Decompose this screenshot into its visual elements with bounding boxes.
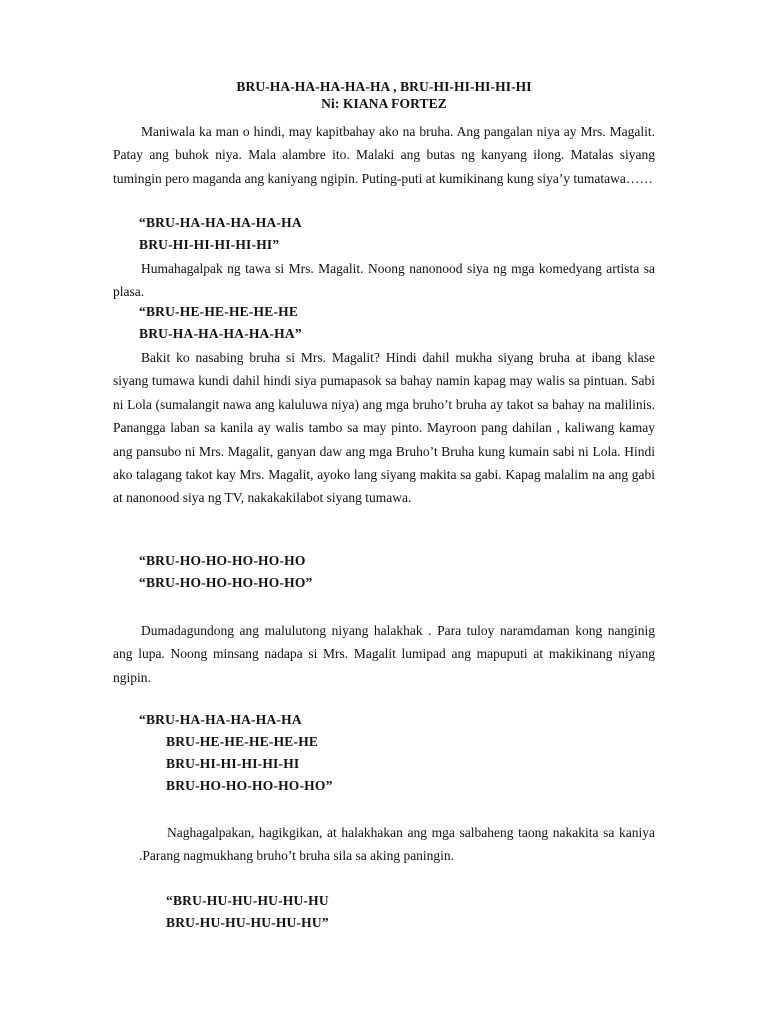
paragraph-2: Humahagalpak ng tawa si Mrs. Magalit. Noong nanonood siya ng mga komedyang artista sa plasa. [113, 261, 655, 300]
laugh-line: “BRU-HA-HA-HA-HA-HA [139, 712, 302, 727]
laugh-line: BRU-HI-HI-HI-HI-HI” [139, 237, 280, 252]
laugh-block-2 [139, 301, 302, 345]
laugh-block-3 [139, 550, 313, 594]
laugh-line: “BRU-HO-HO-HO-HO-HO” [139, 575, 313, 590]
paragraph-5: Naghagalpakan, hagikgikan, at halakhakan ang mga salbaheng taong nakakita sa kaniya .Parang nagmukhang bruho’t bruha sila sa aking paningin. [139, 825, 655, 864]
laugh-block-5 [166, 890, 329, 934]
laugh-line: “BRU-HA-HA-HA-HA-HA [139, 215, 302, 230]
laugh-line: BRU-HU-HU-HU-HU-HU” [166, 915, 329, 930]
laugh-line: BRU-HE-HE-HE-HE-HE [166, 734, 319, 749]
document-author: Ni: KIANA FORTEZ [321, 96, 447, 111]
laugh-block-4 [139, 709, 333, 797]
laugh-block-1 [139, 212, 302, 256]
paragraph-4: Dumadagundong ang malulutong niyang halakhak . Para tuloy naramdaman kong nanginig ang lupa. Noong minsang nadapa si Mrs. Magalit lumipad ang mapuputi at makikinang niyang ngipin. [113, 623, 655, 685]
title-block [0, 78, 768, 112]
laugh-line: BRU-HI-HI-HI-HI-HI [166, 756, 300, 771]
laugh-line: “BRU-HU-HU-HU-HU-HU [166, 893, 329, 908]
document-title: BRU-HA-HA-HA-HA-HA , BRU-HI-HI-HI-HI-HI [236, 79, 532, 94]
laugh-line: “BRU-HE-HE-HE-HE-HE [139, 304, 299, 319]
paragraph-3: Bakit ko nasabing bruha si Mrs. Magalit? Hindi dahil mukha siyang bruha at ibang klase siyang tumawa kundi dahil hindi siya pumapasok sa bahay namin kapag may walis sa pintuan. Sabi ni Lola (sumalangit nawa ang kaluluwa niya) ang mga bruho’t bruha ay takot sa bahay na malilinis. Panangga laban sa kanila ay walis tambo sa may pinto. Mayroon pang dahilan , kaliwang kamay ang pansubo ni Mrs. Magalit, ganyan daw ang mga Bruho’t Bruha kung kumain sabi ni Lola. Hindi ako talagang takot kay Mrs. Magalit, ayoko lang siyang makita sa gabi. Kapag malalim na ang gabi at nanonood siya ng TV, nakakakilabot siyang tumawa. [113, 350, 655, 506]
laugh-line: BRU-HO-HO-HO-HO-HO” [166, 778, 333, 793]
laugh-line: BRU-HA-HA-HA-HA-HA” [139, 326, 302, 341]
paragraph-1: Maniwala ka man o hindi, may kapitbahay ako na bruha. Ang pangalan niya ay Mrs. Magalit. Patay ang buhok niya. Mala alambre ito. Malaki ang butas ng kanyang ilong. Matalas siyang tumingin pero maganda ang kaniyang ngipin. Puting-puti at kumikinang kung siya’y tumatawa…… [113, 124, 655, 186]
laugh-line: “BRU-HO-HO-HO-HO-HO [139, 553, 306, 568]
